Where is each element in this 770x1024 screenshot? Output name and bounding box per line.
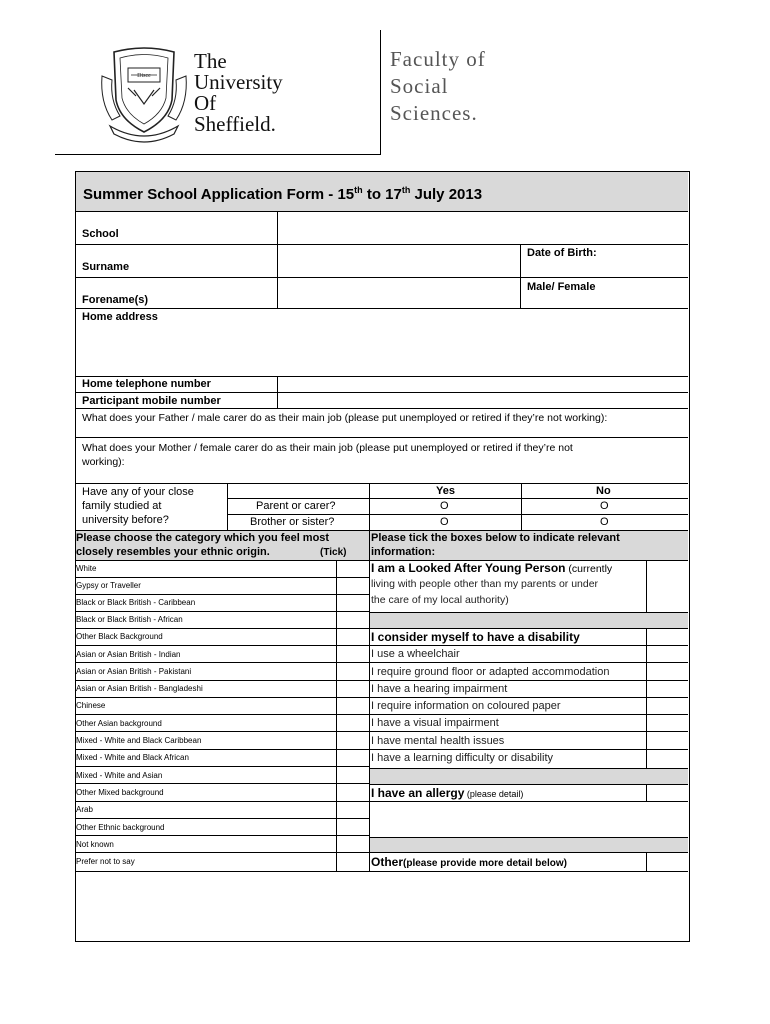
ethnic-option: Not known (76, 840, 114, 849)
family-question-line-2: family studied at (82, 500, 162, 512)
ethnic-tick-box[interactable] (337, 663, 369, 680)
disability-item: I use a wheelchair (371, 648, 460, 660)
disability-item-tick-box[interactable] (647, 715, 687, 731)
university-name-line-3: Of (194, 91, 217, 115)
ethnic-option: White (76, 564, 97, 573)
faculty-line-1: Faculty of (390, 47, 486, 71)
faculty-line-3: Sciences. (390, 101, 478, 125)
mother-job-question-line-2: working): (82, 456, 125, 468)
ethnic-tick-box[interactable] (337, 595, 369, 611)
university-name-line-1: The (194, 49, 227, 73)
ethnic-option: Black or Black British - Caribbean (76, 598, 196, 607)
looked-after-tick-box[interactable] (647, 561, 687, 612)
ethnic-option: Arab (76, 805, 93, 814)
relevant-heading-line-1: Please tick the boxes below to indicate relevant (371, 532, 620, 544)
looked-after-line-3: the care of my local authority) (371, 594, 509, 606)
disability-item-tick-box[interactable] (647, 732, 687, 749)
svg-text:Disce: Disce (137, 73, 151, 79)
relevant-heading-line-2: information: (371, 546, 436, 558)
dob-field[interactable] (521, 260, 687, 277)
faculty-line-2: Social (390, 74, 449, 98)
disability-item: I require information on coloured paper (371, 700, 561, 712)
disability-item: I require ground floor or adapted accommodation (371, 666, 610, 678)
ethnic-option: Other Black Background (76, 632, 163, 641)
disability-item: I have a visual impairment (371, 717, 499, 729)
home-address-field[interactable] (77, 325, 687, 376)
ethnic-option: Black or Black British - African (76, 615, 183, 624)
ethnic-tick-box[interactable] (337, 681, 369, 697)
family-question-line-3: university before? (82, 514, 169, 526)
allergy-tick-box[interactable] (647, 785, 687, 801)
disability-item-tick-box[interactable] (647, 698, 687, 714)
sibling-label: Brother or sister? (250, 516, 335, 528)
ethnic-option: Other Ethnic background (76, 823, 165, 832)
spacer-band-1 (370, 612, 688, 628)
looked-after-heading: I am a Looked After Young Person (currently (371, 561, 613, 575)
ethnic-tick-box[interactable] (337, 767, 369, 783)
father-job-question: What does your Father / male carer do as their main job (please put unemployed or retired if they’re not working): (82, 412, 608, 424)
ethnic-tick-box[interactable] (337, 561, 369, 577)
ethnic-tick-box[interactable] (337, 802, 369, 818)
ethnic-option: Chinese (76, 701, 106, 710)
home-phone-label: Home telephone number (82, 378, 211, 390)
sibling-yes-radio[interactable]: O (440, 516, 449, 528)
gender-label[interactable]: Male/ Female (527, 281, 596, 293)
ethnic-heading-line-2: closely resembles your ethnic origin. (76, 546, 270, 558)
forename-label: Forename(s) (82, 294, 149, 306)
disability-tick-box[interactable] (647, 629, 687, 645)
no-header: No (596, 485, 611, 497)
ethnic-tick-box[interactable] (337, 715, 369, 731)
ethnic-tick-box[interactable] (337, 819, 369, 835)
mobile-label: Participant mobile number (82, 395, 221, 407)
ethnic-option: Asian or Asian British - Pakistani (76, 667, 192, 676)
home-phone-field[interactable] (278, 377, 687, 392)
looked-after-line-2: living with people other than my parents or under (371, 578, 599, 590)
other-heading: Other(please provide more detail below) (371, 855, 567, 869)
disability-item: I have a learning difficulty or disability (371, 752, 554, 764)
ethnic-tick-box[interactable] (337, 836, 369, 852)
ethnic-option: Asian or Asian British - Bangladeshi (76, 684, 203, 693)
ethnic-option: Other Asian background (76, 719, 162, 728)
form-title: Summer School Application Form - 15th to 17th July 2013 (83, 185, 483, 203)
school-field[interactable] (278, 212, 687, 244)
tick-label: (Tick) (320, 547, 347, 558)
ethnic-option: Mixed - White and Asian (76, 771, 163, 780)
sibling-no-radio[interactable]: O (600, 516, 609, 528)
surname-field[interactable] (278, 245, 520, 277)
disability-heading: I consider myself to have a disability (371, 630, 580, 644)
disability-item-tick-box[interactable] (647, 750, 687, 768)
parent-no-radio[interactable]: O (600, 500, 609, 512)
ethnic-tick-box[interactable] (337, 612, 369, 628)
ethnic-tick-box[interactable] (337, 853, 369, 871)
parent-label: Parent or carer? (256, 500, 336, 512)
ethnic-option: Mixed - White and Black African (76, 753, 189, 762)
ethnic-option: Gypsy or Traveller (76, 581, 141, 590)
parent-yes-radio[interactable]: O (440, 500, 449, 512)
disability-item-tick-box[interactable] (647, 646, 687, 662)
ethnic-tick-box[interactable] (337, 578, 369, 594)
spacer-band-3 (370, 837, 688, 852)
ethnic-heading-line-1: Please choose the category which you feel most (76, 532, 330, 544)
disability-item: I have a hearing impairment (371, 683, 508, 695)
school-label: School (82, 228, 119, 240)
ethnic-tick-box[interactable] (337, 732, 369, 749)
ethnic-option: Prefer not to say (76, 857, 135, 866)
university-crest-icon (98, 42, 190, 146)
family-question-line-1: Have any of your close (82, 486, 194, 498)
surname-label: Surname (82, 261, 130, 273)
disability-item-tick-box[interactable] (647, 681, 687, 697)
spacer-band-2 (370, 768, 688, 784)
home-address-label: Home address (82, 311, 158, 323)
ethnic-option: Asian or Asian British - Indian (76, 650, 181, 659)
ethnic-tick-box[interactable] (337, 784, 369, 801)
ethnic-tick-box[interactable] (337, 698, 369, 714)
allergy-heading: I have an allergy (please detail) (371, 786, 524, 800)
disability-item: I have mental health issues (371, 735, 505, 747)
yes-header: Yes (436, 485, 455, 497)
university-name-line-4: Sheffield. (194, 112, 276, 136)
allergy-detail-field[interactable] (371, 802, 687, 837)
forename-field[interactable] (278, 278, 520, 308)
ethnic-option: Mixed - White and Black Caribbean (76, 736, 202, 745)
disability-item-tick-box[interactable] (647, 663, 687, 680)
mobile-field[interactable] (278, 393, 687, 408)
ethnic-tick-box[interactable] (337, 629, 369, 645)
mother-job-question-line-1: What does your Mother / female carer do as their main job (please put unemployed or retired if they’re not (82, 442, 573, 454)
ethnic-tick-box[interactable] (337, 750, 369, 766)
other-tick-box[interactable] (647, 853, 687, 871)
ethnic-tick-box[interactable] (337, 646, 369, 662)
dob-label: Date of Birth: (527, 247, 597, 259)
other-detail-field[interactable] (77, 872, 687, 939)
university-name-line-2: University (194, 70, 283, 94)
ethnic-option: Other Mixed background (76, 788, 164, 797)
